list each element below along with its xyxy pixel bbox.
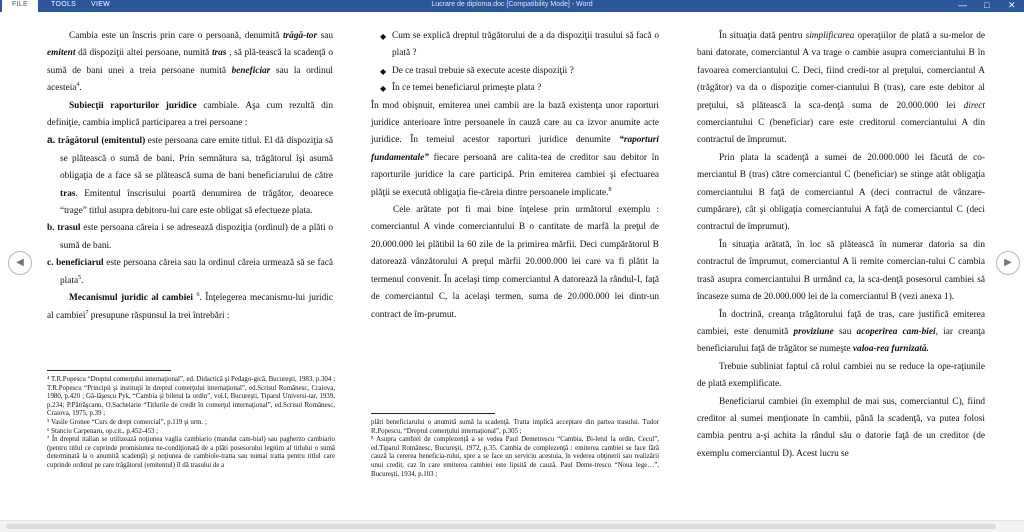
term-trasul: b. trasul: [47, 223, 81, 234]
term-emitent: emitent: [47, 48, 76, 59]
term-beneficiar: beneficiar: [231, 65, 271, 76]
list-item: [371, 28, 659, 63]
close-icon[interactable]: ✕: [1008, 0, 1016, 10]
list-marker: a.: [47, 135, 56, 147]
footnote: ⁵ Vasile Gronee “Curs de drept comercial”, p.119 şi urm. ;: [47, 418, 207, 426]
text-run: , iar creanţa beneficiarului faţă de trăgător se numeşte: [697, 326, 985, 355]
text-run: Cambia este un înscris prin care o persoană, denumită: [69, 31, 283, 41]
text-run: sau: [317, 31, 334, 41]
paragraph-role: Trebuie subliniat faptul că rolul cambiei nu se reduce la ope-raţiunile de plată exemplificate.: [697, 361, 985, 390]
text-run: , să plă-tească la scadenţă o sumă de bani unei a treia persoane numită: [47, 48, 333, 76]
footnote: plăti beneficiarului o anumită sumă la scadenţă. Tratta implică acceptare din partea trasului. Tudor R.Popescu, “Dreptul comerţului internaţional”, p.305 ;: [371, 419, 659, 435]
paragraph-subjects: [47, 98, 333, 133]
text-run: sau: [833, 326, 857, 337]
text-run: .: [81, 275, 84, 286]
text-run: este persoana căreia i se adresează dispoziţia (ordinul) de a plăti o sumă de bani.: [60, 223, 333, 251]
term-valoarea-furnizata: valoa-rea furnizată.: [852, 344, 929, 355]
text-run: În situaţia dată pentru: [719, 31, 806, 41]
footnote-ref[interactable]: 4: [76, 82, 80, 89]
text-run: comerciantului C (beneficiar) care este creditorul comerciantului A din contractul de împrumut.: [697, 118, 985, 146]
paragraph-example: Cele arătate pot fi mai bine înţelese prin următorul exemplu : comerciantul A vinde comerciantului B o cantitate de marfă la preţul de 20.000.000 lei plătibil la 60 zile de la primirea mărfii. Deci cumpărătorul B datorează vânzătorului A preţul mărfii 20.000.000 lei care va fi plătit la termenul convenit. În acelaşi timp comerciantul A datorează la rândul-I, faţă de comerciantul C, la acelaşi termen, suma de 20.000.000 lei dintr-un contract de îm-prumut.: [371, 205, 659, 320]
window-title: Lucrare de diploma.doc [Compatibility Mode] - Word: [431, 1, 593, 8]
text-run: . Înţelegerea mecanismu-lui juridic al cambiei: [47, 293, 333, 321]
emphasis: simplificarea: [805, 31, 855, 41]
list-item-a: [47, 132, 333, 220]
emphasis: direct: [963, 100, 985, 111]
paragraph-payment: Prin plata la scadenţă a sumei de 20.000.000 lei făcută de co-merciantul B (tras) către comerciantul C (beneficiar) se stinge atât obligaţia comerciantului B faţă de comerciantul A (deci contractul de vânzare-cumpărare), cât şi obligaţia comerciantului A faţă de comerciantul C (deci contractul de împrumut).: [697, 152, 985, 233]
text-run: dă dispoziţii altei persoane, numită: [75, 48, 212, 59]
page-column-1: [47, 28, 333, 325]
list-item: [371, 63, 659, 80]
page-column-3: [697, 28, 985, 463]
tab-file[interactable]: FILE: [2, 0, 38, 12]
heading-subjects: Subiecţii raporturilor juridice: [69, 100, 197, 111]
footnote: ⁴ T.R.Popescu “Dreptul comerţului internaţional”, ed. Didactică şi Pedago-gică, Bucureşti, 1983, p.304 ; T.R.Popescu “Principii şi instituţii în dreptul comerţului internaţional”, ed.Scrisul Românesc, Craiova, 1980, p.420 ; Gă-lăşescu Pyk, “Cambia şi biletul la ordin”, vol.I, Bucureşti, Tiparul Universi-tar, 1939, p.234; P.Pătrăşcanu, O.Sachelarie “Titlurile de credit în comerţul internaţional”, ed.Scrisul Românesc, Craiova, 1975, p.39 ;: [47, 376, 335, 418]
footnote-separator: [371, 413, 495, 414]
list-text: În ce temei beneficiarul primeşte plata ?: [392, 83, 542, 94]
footnote-ref[interactable]: 5: [78, 274, 82, 281]
list-item-c: [47, 255, 333, 290]
text-run: . Emitentul înscrisului poartă denumirea de trăgător, deoarece “trage” titlul asupra debitoru-lui care este obligat să efectueze plata.: [60, 188, 333, 217]
term-raporturi-fundamentale: “raporturi fundamentale”: [371, 135, 659, 163]
paragraph-mechanism: [47, 290, 333, 325]
term-proviziune: proviziune: [793, 326, 834, 337]
restore-icon[interactable]: □: [984, 0, 990, 10]
paragraph-situation: [697, 28, 985, 150]
text-run: În doctrină, creanţa trăgătorului faţă de tras, care justifică emiterea cambiei, este denumită: [697, 309, 985, 337]
scrollbar-thumb[interactable]: [6, 524, 996, 529]
footnotes-column-1: [47, 376, 335, 471]
page-column-2: [371, 28, 659, 324]
footnote: ⁶ Stanciu Carpenaru, op.cit., p.452-453 ;: [47, 427, 159, 435]
list-item-b: [47, 220, 333, 255]
footnote-ref[interactable]: 7: [85, 309, 89, 316]
footnote-ref[interactable]: 8: [608, 186, 612, 193]
text-run: sau la ordinul acesteia: [47, 65, 333, 94]
text-run: În mod obişnuit, emiterea unei cambii are la bază existenţa unor raporturi juridice anterioare între persoanele în cauză care au ca izvor anumite acte juridice. În temeiul acestor raporturi juridice denumite: [371, 100, 659, 146]
paragraph-beneficiary: Beneficiarul cambiei (în exemplul de mai sus, comerciantul C), fiind creditor al sumei menţionate în cambii, până la scadenţă, va putea folosi cambia pentru a-şi achita la rândul său o datorie faţă de un creditor (de exemplu comerciantul D). Acest lucru se: [697, 396, 985, 459]
tab-view[interactable]: VIEW: [91, 1, 111, 8]
title-bar: [0, 0, 1024, 12]
tab-tools[interactable]: TOOLS: [51, 1, 77, 8]
term-acoperirea-cambiei: acoperirea cam-biei: [856, 326, 936, 337]
horizontal-scrollbar[interactable]: [0, 520, 1024, 532]
list-item: [371, 80, 659, 97]
diamond-bullet-icon: ◆: [380, 32, 387, 41]
list-text: De ce trasul trebuie să execute aceste dispoziţii ?: [392, 65, 574, 76]
paragraph-fundamental: [371, 98, 659, 202]
text-run: .: [79, 83, 82, 94]
list-text: Cum se explică dreptul trăgătorului de a da dispoziţii trasului să facă o plată ?: [392, 31, 659, 59]
footnotes-column-2: [371, 419, 659, 479]
text-run: este persoana care emite titlul. El dă dispoziţia să se plătească o sumă de bani. Prin semnătura sa, trăgătorul îşi asumă obligaţia de a face să se plătească suma de bani beneficiarului de către: [60, 136, 333, 182]
text-run: operaţiilor de plată a su-melor de bani datorate, comerciantul A va trage o cambie asupra comerciantului B în favoarea comerciantului C. Deci, fiind credi-tor al preţului, comerciantul A (trăgător) va da o dispoziţie comer-ciantului B (tras), care este debitor al preţului, să plătească la sca-denţă suma de 20.000.000 lei: [697, 31, 985, 111]
diamond-bullet-icon: ◆: [380, 84, 387, 94]
chevron-right-icon: ▶: [1004, 257, 1012, 268]
next-page-button[interactable]: [996, 251, 1020, 275]
term-tragator: trăgă-tor: [282, 31, 318, 41]
text-run: presupune răspunsul la trei întrebări :: [88, 310, 230, 321]
term-tras: tras: [60, 188, 76, 199]
footnote: ⁸ Asupra cambiei de complezenţă a se vedea Paul Demetrescu “Cambia, Bi-letul la ordin, Cecul”, ed.Tiparul Românesc, Bucureşti, 1972, p.35. Cambia de complezenţă : emiterea cambiei se face fără cauză la cererea beneficia-rului, spre a se face un serviciu acestuia, în vederea obţinerii sau realizării unui credit, caz în care emiterea cambiei este lipsită de cauză. Paul Deme-trescu “Noua lege…”, Bucureşti, 1934, p.103 ;: [371, 436, 659, 478]
term-tras: tras: [211, 48, 227, 59]
footnote: ⁷ În dreptul italian se utilizează noţiunea vaglia cambiario (mandat cam-bial) sau pagherzo cambiario (pentru titlul ce cuprinde promisiunea ne-condiţionată de a plăti posesorului legitim al titlului o sumă determinată la o anumită scadenţă) şi noţiunea de cambiole-tratta sau numai tratta pentru titlul care cuprinde ordinul pe care trăgătorul (emitentul) îl dă trasului de a: [47, 436, 335, 469]
paragraph-definition: [47, 28, 333, 98]
footnote-ref[interactable]: 6: [196, 292, 200, 298]
diamond-bullet-icon: ◆: [380, 66, 387, 76]
term-beneficiarul: c. beneficiarul: [47, 258, 104, 269]
chevron-left-icon: ◀: [16, 257, 24, 268]
text-run: fiecare persoană are calita-tea de creditor sau debitor în raporturile juridice la care participă. Prin emiterea cambiei şi efectuarea plăţii se execută obligaţia fie-căreia dintre persoanele implicate.: [371, 152, 659, 198]
heading-mechanism: Mecanismul juridic al cambiei: [69, 293, 197, 304]
term-tragatorul: trăgătorul (emitentul): [55, 136, 146, 147]
previous-page-button[interactable]: [8, 251, 32, 275]
paragraph-remittance: În situaţia arătată, în loc să plătească în numerar datoria sa din contractul de împrumut, comerciantul A îi remite comercian-tului C cambia trasă asupra comerciantului B urmând ca, la sca-denţă posesorul cambiei să încaseze suma de 20.000.000 lei de la comerciantul B (vezi anexa 1).: [697, 239, 985, 303]
text-run: este persoana căreia sau la ordinul căreia urmează să se facă plata: [60, 258, 333, 286]
footnote-separator: [47, 370, 171, 371]
paragraph-doctrine: [697, 307, 985, 359]
text-run: cambiale. Aşa cum rezultă din definiţie, cambia implică participarea a trei persoane :: [47, 100, 333, 129]
minimize-icon[interactable]: —: [958, 0, 967, 10]
